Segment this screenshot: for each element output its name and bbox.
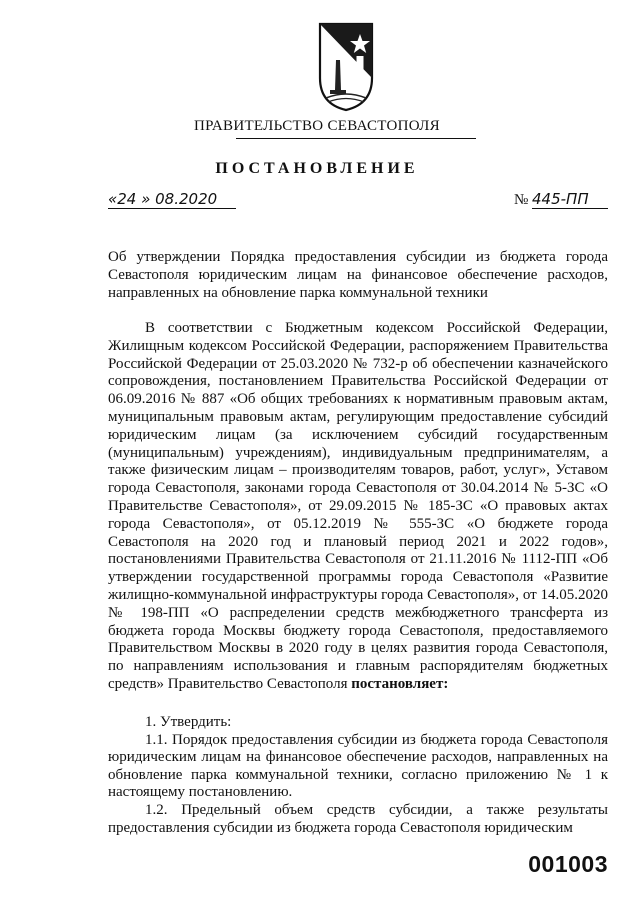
number-sign: № — [513, 192, 529, 208]
resolution-items — [108, 714, 608, 837]
preamble — [108, 320, 608, 694]
list-item: 1. Утвердить: — [145, 714, 232, 730]
document-type: ПОСТАНОВЛЕНИЕ — [215, 160, 419, 177]
preamble-resolution: постановляет: — [351, 675, 449, 692]
list-item: 1.2. Предельный объем средств субсидии, а также результаты предоставления субсидии из бюджета города Севастополя юридическим — [108, 801, 608, 836]
document-title: Об утверждении Порядка предоставления субсидии из бюджета города Севастополя юридическим лицам на финансовое обеспечение расходов, направленных на обновление парка коммунальной техники — [108, 249, 608, 301]
list-item: 1.1. Порядок предоставления субсидии из бюджета города Севастополя юридическим лицам на финансовое обеспечение расходов, направленных на обновление парка коммунальной техники, согласно приложению № 1 к настоящему постановлению. — [108, 731, 608, 801]
document-date: «24 » 08.2020 — [108, 190, 236, 209]
number-value: 445-ПП — [532, 190, 608, 209]
document-number — [514, 190, 608, 209]
government-name: ПРАВИТЕЛЬСТВО СЕВАСТОПОЛЯ — [194, 118, 440, 134]
sevastopol-coat-of-arms-icon — [316, 20, 376, 112]
header-divider — [236, 138, 476, 139]
preamble-text: В соответствии с Бюджетным кодексом Российской Федерации, Жилищным кодексом Российской Федерации, распоряжением Правительства Российской Федерации от 25.03.2020 № 732-р об обеспечении казначейского сопровождения, постановлением Правительства Российской Федерации от 06.09.2016 № 887 «Об общих требованиях к нормативным правовым актам, муниципальным правовым актам, регулирующим предоставление субсидий юридическим лицам (за исключением субсидий государственным (муниципальным) учреждениям), индивидуальным предпринимателям, а также физическим лицам – производителям товаров, работ, услуг», Уставом города Севастополя, законами города Севастополя от 30.04.2014 № 5-ЗС «О Правительстве Севастополя», от 29.09.2015 № 185-ЗС «О правовых актах города Севастополя», от 05.12.2019 № 555-ЗС «О бюджете города Севастополя на 2020 год и плановый период 2021 и 2022 годов», постановлениями Правительства Севастополя от 21.11.2016 № 1112-ПП «Об утверждении государственной программы города Севастополя «Развитие жилищно-коммунальной инфраструктуры города Севастополя», от 14.05.2020 № 198-ПП «О распределении средств межбюджетного трансферта из бюджета города Москвы бюджету города Севастополя, предоставляемого Правительством Москвы в 2020 году в целях развития города Севастополя, по направлениям использования и главным распорядителям бюджетных средств» Правительство Севастополя — [108, 320, 608, 692]
serial-number: 001003 — [528, 851, 608, 877]
